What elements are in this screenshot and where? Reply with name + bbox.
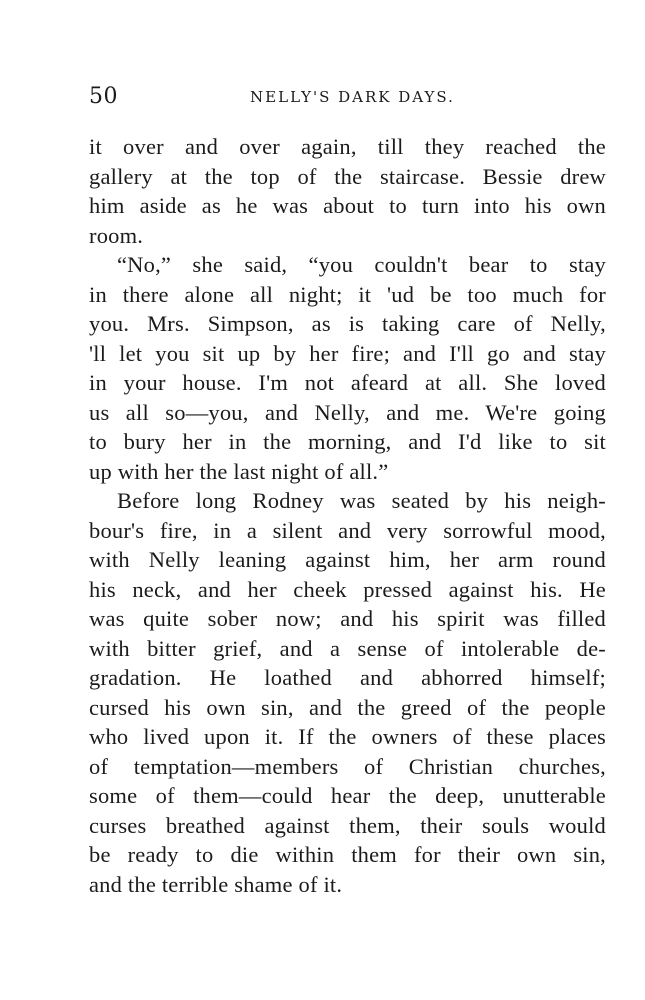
text-line: who lived upon it. If the owners of these places — [89, 724, 606, 749]
text-line: up with her the last night of all.” — [89, 458, 389, 484]
text-line: some of them—could hear the deep, unutterable — [89, 783, 606, 808]
text-line: gradation. He loathed and abhorred himself; — [89, 665, 606, 690]
text-line: his neck, and her cheek pressed against his. He — [89, 576, 606, 602]
text-line: in there alone all night; it 'ud be too much for — [89, 281, 606, 307]
text-line: him aside as he was about to turn into his own — [89, 193, 606, 218]
text-line: us all so—you, and Nelly, and me. We're going — [89, 399, 606, 425]
page-number: 50 — [89, 84, 118, 109]
text-line: gallery at the top of the staircase. Bessie drew — [89, 163, 606, 189]
text-line: cursed his own sin, and the greed of the people — [89, 694, 606, 720]
text-line: be ready to die within them for their own sin, — [89, 842, 606, 867]
body-text — [89, 132, 606, 899]
text-line: room. — [89, 222, 144, 248]
text-line: Before long Rodney was seated by his neigh- — [117, 488, 606, 513]
text-line: it over and over again, till they reached the — [89, 134, 606, 159]
text-line: you. Mrs. Simpson, as is taking care of Nelly, — [89, 311, 606, 336]
text-line: “No,” she said, “you couldn't bear to stay — [117, 252, 606, 277]
text-line: of temptation—members of Christian churches, — [89, 753, 606, 779]
text-line: 'll let you sit up by her fire; and I'll go and stay — [89, 340, 606, 366]
text-line: with bitter grief, and a sense of intolerable de- — [89, 635, 606, 661]
text-line: to bury her in the morning, and I'd like to sit — [89, 429, 606, 454]
text-line: and the terrible shame of it. — [89, 871, 343, 897]
page-header — [89, 84, 606, 118]
text-line: curses breathed against them, their souls would — [89, 812, 606, 838]
running-title: NELLY'S DARK DAYS. — [250, 88, 455, 106]
text-line: in your house. I'm not afeard at all. She loved — [89, 370, 606, 395]
text-line: was quite sober now; and his spirit was filled — [89, 606, 606, 631]
text-line: with Nelly leaning against him, her arm round — [89, 547, 606, 572]
text-line: bour's fire, in a silent and very sorrowful mood, — [89, 517, 606, 543]
